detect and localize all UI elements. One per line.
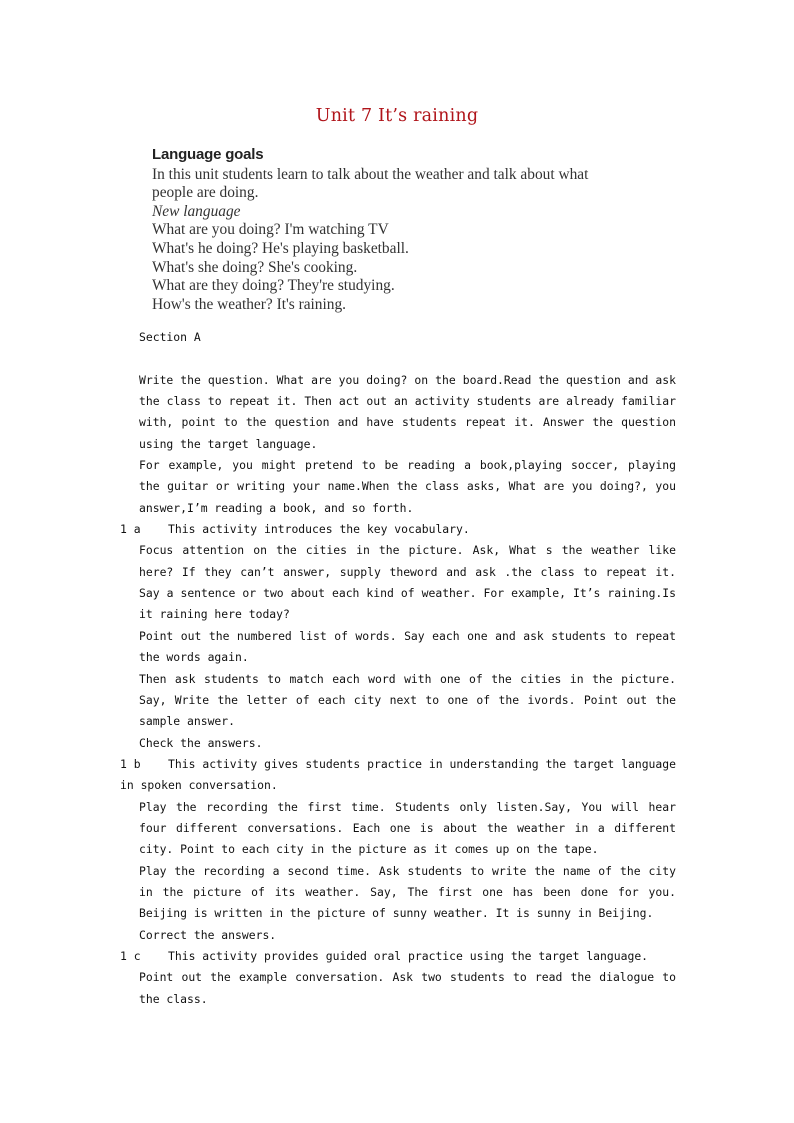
activity-1b bbox=[120, 754, 676, 946]
new-language-label: New language bbox=[152, 202, 241, 220]
activity-number: 1 b bbox=[120, 756, 141, 771]
paragraph: Correct the answers. bbox=[139, 927, 277, 942]
goal-line: What's she doing? She's cooking. bbox=[152, 258, 358, 276]
language-goals-intro: In this unit students learn to talk about the weather and talk about what people are doing. bbox=[152, 165, 589, 202]
activity-lead: This activity provides guided oral practice using the target language. bbox=[168, 948, 649, 963]
paragraph: Write the question. What are you doing? on the board.Read the question and ask the class to repeat it. Then act out an activity students are already familiar with, point to the question and have students repeat it. Answer the question using the target language. bbox=[139, 372, 676, 451]
goal-line: How's the weather? It's raining. bbox=[152, 295, 347, 313]
paragraph: For example, you might pretend to be reading a book,playing soccer, playing the guitar or writing your name.When the class asks, What are you doing?, you answer,I’m reading a book, and so forth. bbox=[139, 458, 676, 515]
paragraph: Check the answers. bbox=[139, 735, 263, 750]
activity-lead: This activity introduces the key vocabulary. bbox=[168, 522, 470, 537]
goal-line: What are you doing? I'm watching TV bbox=[152, 221, 389, 239]
activity-1a bbox=[120, 519, 676, 754]
activity-number: 1 c bbox=[120, 948, 141, 963]
paragraph: Point out the numbered list of words. Say each one and ask students to repeat the words again. bbox=[139, 628, 676, 665]
activity-1c bbox=[120, 946, 676, 1010]
activity-number: 1 a bbox=[120, 522, 141, 537]
paragraph: Play the recording the first time. Students only listen.Say, You will hear four different conversations. Each one is about the weather in a different city. Point to each city in the picture as it comes up on the tape. bbox=[139, 799, 676, 857]
section-heading: Section A bbox=[139, 330, 201, 344]
paragraph: Point out the example conversation. Ask two students to read the dialogue to the class. bbox=[139, 970, 676, 1006]
paragraph: Focus attention on the cities in the picture. Ask, What s the weather like here? If they can’t answer, supply theword and ask .the class to repeat it. Say a sentence or two about each kind of weather. For example, It’s raining.Is it raining here today? bbox=[139, 543, 676, 622]
language-goals bbox=[152, 146, 632, 314]
activity-lead: This activity gives students practice in understanding the target language in spoken conversation. bbox=[120, 756, 676, 793]
paragraph: Play the recording a second time. Ask students to write the name of the city in the picture of its weather. Say, The first one has been done for you. Beijing is written in the picture of sunny weather. It is sunny in Beijing. bbox=[139, 863, 676, 921]
goal-line: What are they doing? They're studying. bbox=[152, 277, 395, 295]
paragraph: Then ask students to match each word with one of the cities in the picture. Say, Write the letter of each city next to one of the ivords. Point out the sample answer. bbox=[139, 671, 676, 729]
language-goals-heading: Language goals bbox=[152, 146, 264, 163]
goal-line: What's he doing? He's playing basketball. bbox=[152, 239, 409, 257]
document-body bbox=[120, 327, 676, 1010]
page-title: Unit 7 It’s raining bbox=[315, 106, 479, 126]
